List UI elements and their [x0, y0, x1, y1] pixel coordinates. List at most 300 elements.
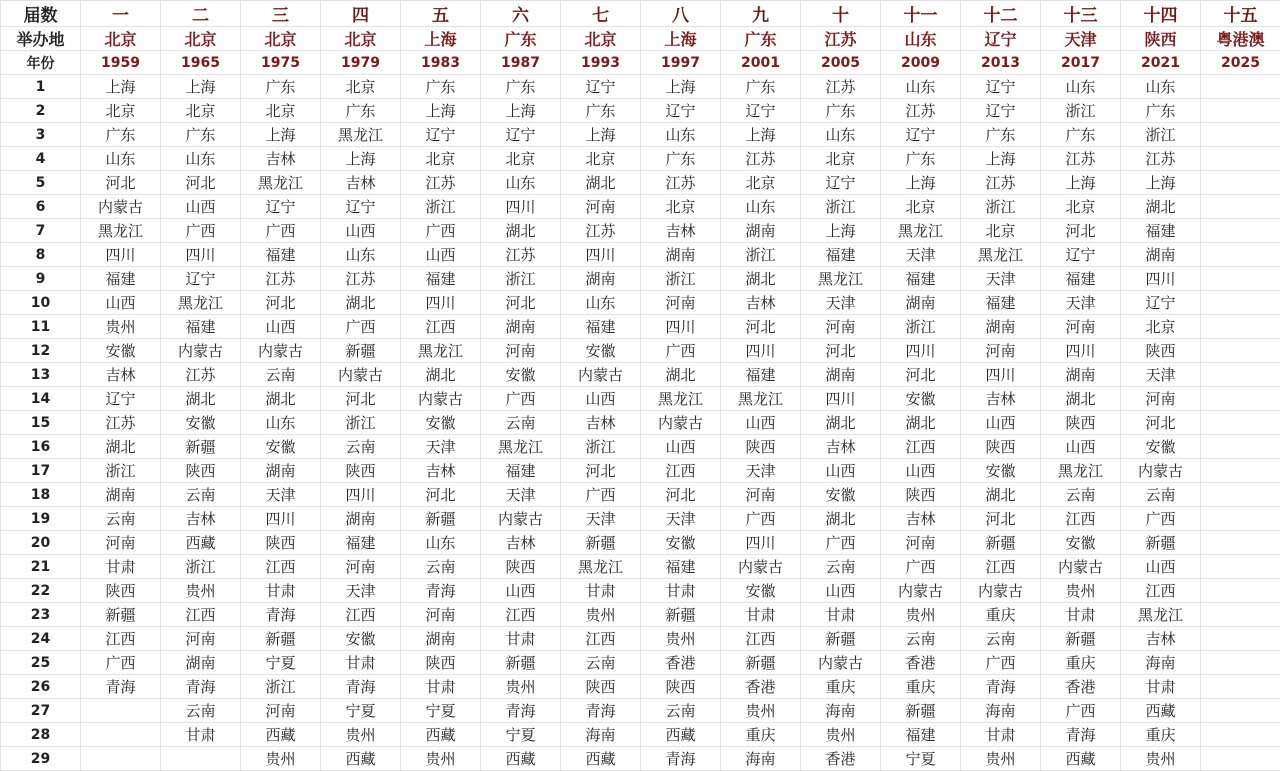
- year-label: 年份: [1, 51, 81, 75]
- province-cell: 香港: [641, 651, 721, 675]
- edition-number: 十一: [881, 1, 961, 27]
- province-cell: 北京: [241, 99, 321, 123]
- province-cell: 河南: [401, 603, 481, 627]
- province-cell: 湖南: [1041, 363, 1121, 387]
- province-cell: 安徽: [81, 339, 161, 363]
- province-cell: 辽宁: [401, 123, 481, 147]
- table-row: [1, 459, 1280, 483]
- province-cell: 河北: [641, 483, 721, 507]
- province-cell: 山西: [801, 579, 881, 603]
- province-cell: 吉林: [161, 507, 241, 531]
- province-cell: 陕西: [161, 459, 241, 483]
- province-cell: 福建: [881, 267, 961, 291]
- province-cell: 江苏: [401, 171, 481, 195]
- province-cell: 安徽: [241, 435, 321, 459]
- province-cell: 江苏: [481, 243, 561, 267]
- province-cell: 四川: [481, 195, 561, 219]
- province-cell: 四川: [1041, 339, 1121, 363]
- province-cell: 四川: [721, 339, 801, 363]
- province-cell: [1201, 171, 1280, 195]
- province-cell: 广西: [721, 507, 801, 531]
- province-cell: 福建: [881, 723, 961, 747]
- province-cell: 陕西: [641, 675, 721, 699]
- province-cell: 上海: [1041, 171, 1121, 195]
- edition-number: 九: [721, 1, 801, 27]
- province-cell: 北京: [161, 99, 241, 123]
- province-cell: 甘肃: [401, 675, 481, 699]
- province-cell: 湖北: [401, 363, 481, 387]
- province-cell: 黑龙江: [1041, 459, 1121, 483]
- province-cell: 江苏: [961, 171, 1041, 195]
- province-cell: 甘肃: [81, 555, 161, 579]
- province-cell: 甘肃: [641, 579, 721, 603]
- province-cell: 天津: [961, 267, 1041, 291]
- province-cell: 重庆: [721, 723, 801, 747]
- province-cell: 贵州: [321, 723, 401, 747]
- province-cell: 黑龙江: [161, 291, 241, 315]
- province-cell: 江西: [161, 603, 241, 627]
- province-cell: 北京: [721, 171, 801, 195]
- province-cell: 江西: [561, 627, 641, 651]
- edition-number: 十五: [1201, 1, 1280, 27]
- rank-number: 17: [1, 459, 81, 483]
- province-cell: 广西: [161, 219, 241, 243]
- province-cell: [1201, 75, 1280, 99]
- edition-number: 四: [321, 1, 401, 27]
- province-cell: 云南: [881, 627, 961, 651]
- edition-year: 1997: [641, 51, 721, 75]
- province-cell: 北京: [1121, 315, 1201, 339]
- province-cell: 山西: [161, 195, 241, 219]
- host-city: 北京: [161, 27, 241, 51]
- province-cell: 广西: [881, 555, 961, 579]
- province-cell: 湖北: [1121, 195, 1201, 219]
- province-cell: 海南: [561, 723, 641, 747]
- province-cell: 黑龙江: [401, 339, 481, 363]
- province-cell: 辽宁: [81, 387, 161, 411]
- province-cell: 浙江: [321, 411, 401, 435]
- province-cell: 河北: [321, 387, 401, 411]
- province-cell: 湖北: [801, 411, 881, 435]
- province-cell: 吉林: [881, 507, 961, 531]
- province-cell: [1201, 411, 1280, 435]
- province-cell: 湖南: [561, 267, 641, 291]
- province-cell: 山西: [481, 579, 561, 603]
- province-cell: 福建: [161, 315, 241, 339]
- province-cell: 山西: [1121, 555, 1201, 579]
- province-cell: 浙江: [1121, 123, 1201, 147]
- province-cell: 福建: [1041, 267, 1121, 291]
- province-cell: 四川: [401, 291, 481, 315]
- province-cell: [1201, 435, 1280, 459]
- province-cell: 新疆: [801, 627, 881, 651]
- province-cell: 辽宁: [481, 123, 561, 147]
- province-cell: 青海: [161, 675, 241, 699]
- province-cell: 山东: [1041, 75, 1121, 99]
- province-cell: 安徽: [721, 579, 801, 603]
- province-cell: 湖北: [561, 171, 641, 195]
- table-row: [1, 531, 1280, 555]
- province-cell: 贵州: [561, 603, 641, 627]
- province-cell: 北京: [321, 75, 401, 99]
- province-cell: 河南: [161, 627, 241, 651]
- province-cell: 上海: [561, 123, 641, 147]
- table-row: [1, 339, 1280, 363]
- province-cell: 甘肃: [161, 723, 241, 747]
- province-cell: 湖北: [241, 387, 321, 411]
- province-cell: 重庆: [1121, 723, 1201, 747]
- province-cell: 山西: [81, 291, 161, 315]
- province-cell: 河北: [721, 315, 801, 339]
- province-cell: 湖南: [401, 627, 481, 651]
- rank-number: 14: [1, 387, 81, 411]
- rank-number: 15: [1, 411, 81, 435]
- province-cell: 上海: [321, 147, 401, 171]
- table-row: [1, 171, 1280, 195]
- province-cell: 吉林: [481, 531, 561, 555]
- rank-number: 3: [1, 123, 81, 147]
- province-cell: 辽宁: [1121, 291, 1201, 315]
- province-cell: 甘肃: [1121, 675, 1201, 699]
- province-cell: 吉林: [401, 459, 481, 483]
- rank-number: 28: [1, 723, 81, 747]
- table-row: [1, 219, 1280, 243]
- province-cell: 河北: [241, 291, 321, 315]
- rank-number: 2: [1, 99, 81, 123]
- province-cell: 上海: [401, 99, 481, 123]
- edition-number: 十二: [961, 1, 1041, 27]
- province-cell: 内蒙古: [801, 651, 881, 675]
- edition-number: 二: [161, 1, 241, 27]
- host-label: 举办地: [1, 27, 81, 51]
- province-cell: 辽宁: [561, 75, 641, 99]
- province-cell: 重庆: [961, 603, 1041, 627]
- province-cell: 陕西: [881, 483, 961, 507]
- ranking-body: [1, 75, 1280, 771]
- province-cell: 山东: [321, 243, 401, 267]
- rank-number: 29: [1, 747, 81, 771]
- province-cell: 云南: [321, 435, 401, 459]
- province-cell: 河南: [241, 699, 321, 723]
- province-cell: 广西: [321, 315, 401, 339]
- province-cell: 贵州: [81, 315, 161, 339]
- province-cell: 辽宁: [241, 195, 321, 219]
- rank-number: 24: [1, 627, 81, 651]
- province-cell: 上海: [881, 171, 961, 195]
- province-cell: 河北: [481, 291, 561, 315]
- province-cell: 海南: [801, 699, 881, 723]
- province-cell: 河南: [641, 291, 721, 315]
- province-cell: 黑龙江: [1121, 603, 1201, 627]
- province-cell: 甘肃: [961, 723, 1041, 747]
- table-row: [1, 747, 1280, 771]
- province-cell: 青海: [1041, 723, 1121, 747]
- province-cell: 新疆: [961, 531, 1041, 555]
- province-cell: 甘肃: [721, 603, 801, 627]
- province-cell: 贵州: [481, 675, 561, 699]
- host-city: 北京: [321, 27, 401, 51]
- province-cell: 北京: [1041, 195, 1121, 219]
- province-cell: 西藏: [561, 747, 641, 771]
- province-cell: 湖南: [641, 243, 721, 267]
- province-cell: 北京: [881, 195, 961, 219]
- province-cell: 贵州: [161, 579, 241, 603]
- province-cell: 上海: [161, 75, 241, 99]
- province-cell: 新疆: [241, 627, 321, 651]
- edition-year: 2001: [721, 51, 801, 75]
- province-cell: 山东: [881, 75, 961, 99]
- province-cell: 广东: [641, 147, 721, 171]
- edition-year: 1959: [81, 51, 161, 75]
- province-cell: 广东: [881, 147, 961, 171]
- year-row: [1, 51, 1280, 75]
- province-cell: 香港: [1041, 675, 1121, 699]
- province-cell: 青海: [641, 747, 721, 771]
- province-cell: 黑龙江: [881, 219, 961, 243]
- province-cell: 陕西: [561, 675, 641, 699]
- province-cell: 宁夏: [321, 699, 401, 723]
- province-cell: [1201, 363, 1280, 387]
- province-cell: [1201, 291, 1280, 315]
- province-cell: 河北: [1121, 411, 1201, 435]
- rank-number: 26: [1, 675, 81, 699]
- province-cell: 山东: [401, 531, 481, 555]
- province-cell: 辽宁: [961, 99, 1041, 123]
- province-cell: 江西: [321, 603, 401, 627]
- rank-number: 18: [1, 483, 81, 507]
- province-cell: [1201, 243, 1280, 267]
- province-cell: 西藏: [1121, 699, 1201, 723]
- province-cell: 广东: [721, 75, 801, 99]
- table-row: [1, 387, 1280, 411]
- province-cell: 黑龙江: [801, 267, 881, 291]
- province-cell: 河南: [721, 483, 801, 507]
- province-cell: 广东: [481, 75, 561, 99]
- province-cell: 云南: [561, 651, 641, 675]
- province-cell: 河南: [481, 339, 561, 363]
- province-cell: 山西: [561, 387, 641, 411]
- province-cell: 上海: [241, 123, 321, 147]
- province-cell: 福建: [721, 363, 801, 387]
- host-city: 广东: [481, 27, 561, 51]
- province-cell: 江西: [881, 435, 961, 459]
- province-cell: 山东: [641, 123, 721, 147]
- province-cell: 福建: [1121, 219, 1201, 243]
- province-cell: 陕西: [1041, 411, 1121, 435]
- province-cell: 山东: [561, 291, 641, 315]
- province-cell: 香港: [881, 651, 961, 675]
- edition-year: 1993: [561, 51, 641, 75]
- province-cell: [1201, 147, 1280, 171]
- province-cell: 福建: [81, 267, 161, 291]
- province-cell: 河南: [961, 339, 1041, 363]
- province-cell: 广西: [81, 651, 161, 675]
- province-cell: 云南: [161, 699, 241, 723]
- province-cell: 河南: [561, 195, 641, 219]
- province-cell: 北京: [481, 147, 561, 171]
- rank-number: 16: [1, 435, 81, 459]
- province-cell: 四川: [81, 243, 161, 267]
- province-cell: 陕西: [721, 435, 801, 459]
- table-row: [1, 195, 1280, 219]
- province-cell: 香港: [721, 675, 801, 699]
- province-cell: 广东: [161, 123, 241, 147]
- province-cell: 江西: [81, 627, 161, 651]
- province-cell: 江西: [1121, 579, 1201, 603]
- province-cell: 宁夏: [881, 747, 961, 771]
- rank-number: 7: [1, 219, 81, 243]
- province-cell: 云南: [481, 411, 561, 435]
- province-cell: 北京: [561, 147, 641, 171]
- province-cell: 江西: [721, 627, 801, 651]
- province-cell: 河南: [881, 531, 961, 555]
- province-cell: 甘肃: [561, 579, 641, 603]
- province-cell: 江苏: [81, 411, 161, 435]
- rank-number: 5: [1, 171, 81, 195]
- province-cell: 浙江: [81, 459, 161, 483]
- province-cell: 贵州: [1041, 579, 1121, 603]
- province-cell: 四川: [961, 363, 1041, 387]
- province-cell: 湖南: [801, 363, 881, 387]
- province-cell: 贵州: [641, 627, 721, 651]
- province-cell: 辽宁: [161, 267, 241, 291]
- province-cell: 新疆: [1041, 627, 1121, 651]
- table-row: [1, 675, 1280, 699]
- province-cell: 山西: [801, 459, 881, 483]
- province-cell: 河北: [801, 339, 881, 363]
- province-cell: 西藏: [161, 531, 241, 555]
- province-cell: 内蒙古: [241, 339, 321, 363]
- province-cell: 福建: [801, 243, 881, 267]
- province-cell: 天津: [721, 459, 801, 483]
- table-row: [1, 315, 1280, 339]
- host-city: 粤港澳: [1201, 27, 1280, 51]
- province-cell: 湖南: [721, 219, 801, 243]
- province-cell: 新疆: [641, 603, 721, 627]
- province-cell: 河北: [561, 459, 641, 483]
- province-cell: 内蒙古: [401, 387, 481, 411]
- host-city: 上海: [641, 27, 721, 51]
- province-cell: 北京: [401, 147, 481, 171]
- province-cell: 河北: [1041, 219, 1121, 243]
- province-cell: 江苏: [1041, 147, 1121, 171]
- province-cell: 云南: [401, 555, 481, 579]
- province-cell: 上海: [1121, 171, 1201, 195]
- province-cell: 湖南: [481, 315, 561, 339]
- province-cell: 北京: [961, 219, 1041, 243]
- rank-number: 11: [1, 315, 81, 339]
- province-cell: 吉林: [1121, 627, 1201, 651]
- province-cell: 浙江: [561, 435, 641, 459]
- province-cell: 天津: [1121, 363, 1201, 387]
- province-cell: 云南: [1121, 483, 1201, 507]
- province-cell: 广东: [81, 123, 161, 147]
- province-cell: 上海: [721, 123, 801, 147]
- province-cell: 新疆: [1121, 531, 1201, 555]
- province-cell: [81, 747, 161, 771]
- rank-number: 13: [1, 363, 81, 387]
- province-cell: 广西: [961, 651, 1041, 675]
- province-cell: [161, 747, 241, 771]
- province-cell: 广东: [401, 75, 481, 99]
- province-cell: 吉林: [641, 219, 721, 243]
- province-cell: 新疆: [881, 699, 961, 723]
- province-cell: 吉林: [961, 387, 1041, 411]
- edition-year: 1987: [481, 51, 561, 75]
- province-cell: [1201, 699, 1280, 723]
- province-cell: 海南: [961, 699, 1041, 723]
- province-cell: 浙江: [881, 315, 961, 339]
- province-cell: 山东: [1121, 75, 1201, 99]
- province-cell: 甘肃: [801, 603, 881, 627]
- province-cell: 湖北: [1041, 387, 1121, 411]
- province-cell: 江苏: [881, 99, 961, 123]
- province-cell: 北京: [81, 99, 161, 123]
- province-cell: 天津: [321, 579, 401, 603]
- province-cell: 湖北: [961, 483, 1041, 507]
- province-cell: 西藏: [321, 747, 401, 771]
- province-cell: 内蒙古: [721, 555, 801, 579]
- province-cell: 吉林: [321, 171, 401, 195]
- province-cell: 福建: [641, 555, 721, 579]
- province-cell: 四川: [801, 387, 881, 411]
- province-cell: 甘肃: [1041, 603, 1121, 627]
- province-cell: 广西: [481, 387, 561, 411]
- province-cell: 山东: [481, 171, 561, 195]
- province-cell: 黑龙江: [241, 171, 321, 195]
- province-cell: [1201, 603, 1280, 627]
- province-cell: 安徽: [561, 339, 641, 363]
- province-cell: 青海: [561, 699, 641, 723]
- province-cell: 浙江: [801, 195, 881, 219]
- table-row: [1, 507, 1280, 531]
- edition-number: 八: [641, 1, 721, 27]
- table-row: [1, 75, 1280, 99]
- edition-number: 六: [481, 1, 561, 27]
- province-cell: 云南: [1041, 483, 1121, 507]
- province-cell: 广东: [321, 99, 401, 123]
- province-cell: 内蒙古: [1121, 459, 1201, 483]
- province-cell: 黑龙江: [481, 435, 561, 459]
- province-cell: 湖南: [321, 507, 401, 531]
- province-cell: 山西: [321, 219, 401, 243]
- province-cell: 广西: [241, 219, 321, 243]
- edition-number: 十三: [1041, 1, 1121, 27]
- province-cell: 浙江: [721, 243, 801, 267]
- province-cell: 山东: [81, 147, 161, 171]
- province-cell: 江苏: [1121, 147, 1201, 171]
- province-cell: 黑龙江: [81, 219, 161, 243]
- province-cell: 浙江: [1041, 99, 1121, 123]
- province-cell: 河北: [881, 363, 961, 387]
- province-cell: 安徽: [1041, 531, 1121, 555]
- province-cell: [1201, 483, 1280, 507]
- province-cell: [1201, 723, 1280, 747]
- edition-number: 三: [241, 1, 321, 27]
- province-cell: 江苏: [561, 219, 641, 243]
- province-cell: 黑龙江: [641, 387, 721, 411]
- province-cell: [81, 723, 161, 747]
- rank-number: 21: [1, 555, 81, 579]
- province-cell: 青海: [481, 699, 561, 723]
- edition-year: 2017: [1041, 51, 1121, 75]
- table-row: [1, 147, 1280, 171]
- province-cell: 上海: [481, 99, 561, 123]
- province-cell: 吉林: [561, 411, 641, 435]
- province-cell: 新疆: [321, 339, 401, 363]
- host-city: 江苏: [801, 27, 881, 51]
- province-cell: 广东: [961, 123, 1041, 147]
